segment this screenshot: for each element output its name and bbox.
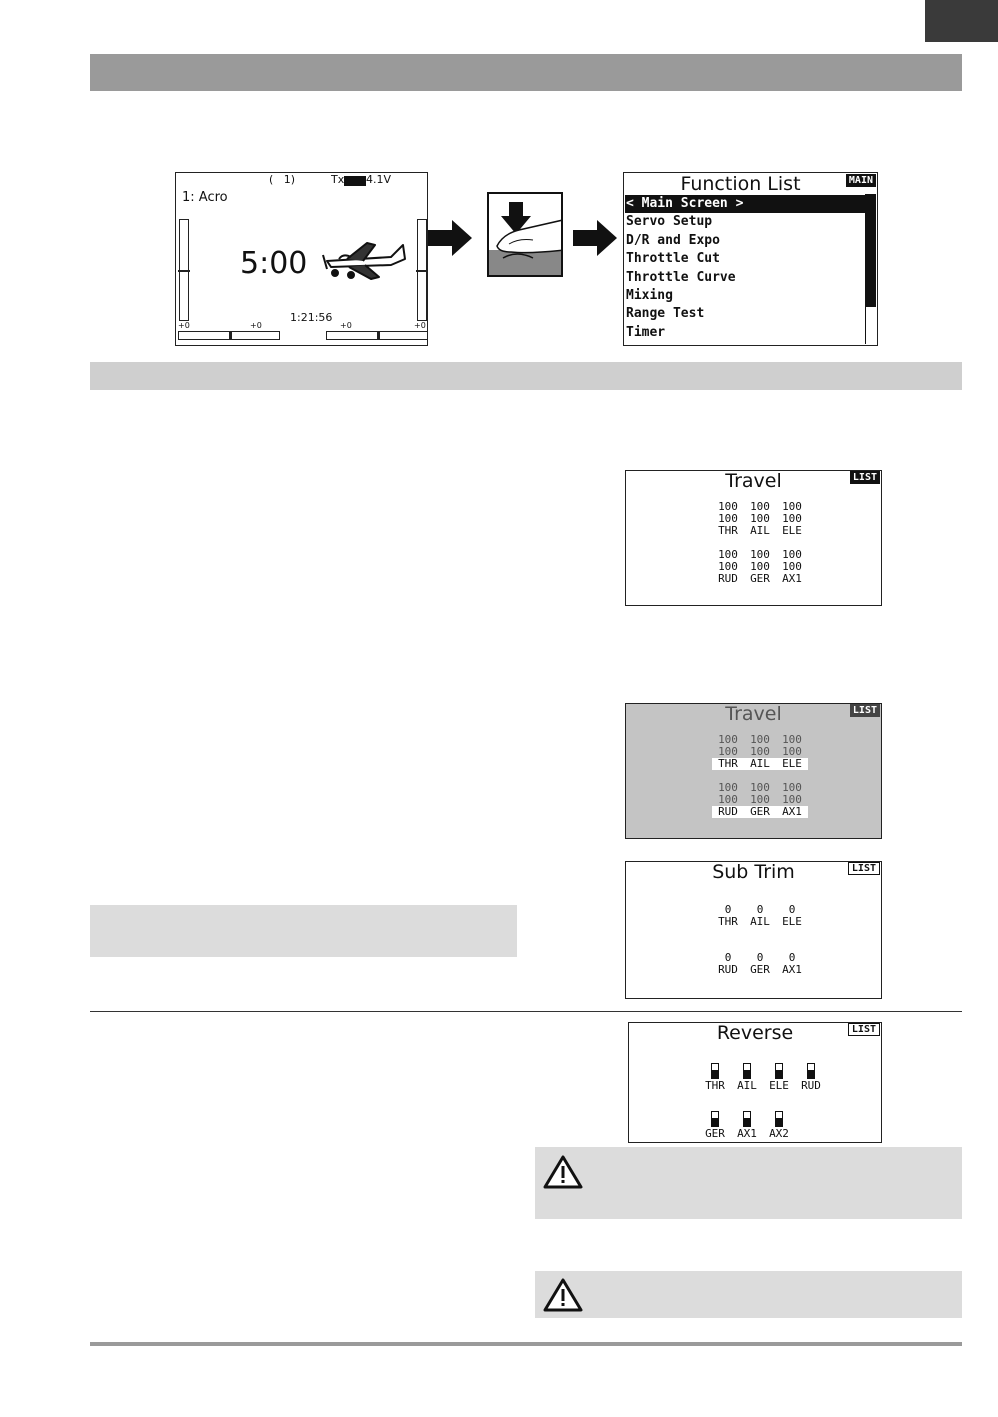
grid-cell: ELE [782,915,802,928]
grid-cell: 0 [756,903,764,916]
function-list-item[interactable]: D/R and Expo [626,232,720,248]
list-tag-subtrim: LIST [848,862,880,875]
grid-cell: THR [718,524,738,537]
grid-cell: 100 [782,781,802,794]
grid-row [712,758,808,770]
reverse-switch-icon [775,1063,783,1079]
scrollbar[interactable] [865,194,876,344]
reverse-channel-label: AIL [737,1079,757,1092]
travel-lcd [625,470,882,606]
grid-cell: 100 [750,512,770,525]
grid-cell: 100 [718,512,738,525]
trim-value-center-right: +0 [340,321,352,330]
grid-cell: 100 [782,733,802,746]
tx-label: Tx [331,173,345,186]
reverse-switch-icon [775,1111,783,1127]
battery-icon [344,176,366,186]
grid-row [712,525,808,537]
list-tag-selected: LIST [850,704,880,717]
function-list-item[interactable]: Throttle Curve [626,269,736,285]
grid-cell: 0 [756,951,764,964]
left-vertical-trim [179,219,189,321]
grid-cell: 100 [750,745,770,758]
grid-cell: 100 [718,548,738,561]
press-scroll-wheel-icon [487,192,563,277]
section-header-bar [90,54,962,91]
note-box [90,905,517,957]
footer-rule [90,1342,962,1346]
function-list-lcd [623,172,878,346]
grid-cell: 100 [782,745,802,758]
grid-cell[interactable]: AX1 [782,805,802,818]
reverse-switch-icon [743,1063,751,1079]
grid-cell: AX1 [782,963,802,976]
function-list-item[interactable]: Throttle Cut [626,251,720,267]
tx-voltage: 4.1V [366,173,392,186]
subtrim-lcd [625,861,882,999]
function-list-item[interactable]: Range Test [626,306,705,322]
trim-value-left: +0 [178,321,190,330]
travel-title: Travel [725,470,782,492]
grid-row [712,916,808,928]
reverse-channel-label: THR [705,1079,725,1092]
trim-value-right: +0 [414,321,426,330]
reverse-title: Reverse [716,1022,794,1044]
reverse-lcd [628,1022,882,1143]
reverse-switch-icon [743,1111,751,1127]
reverse-channel[interactable] [731,1111,763,1140]
warning-triangle-icon [543,1155,583,1189]
arrow-right-icon-2 [573,220,617,256]
grid-cell: 100 [718,733,738,746]
grid-cell: 100 [718,560,738,573]
list-tag: LIST [850,471,880,484]
arrow-right-icon [428,220,472,256]
subsection-header-bar [90,362,962,390]
list-tag-reverse: LIST [848,1023,880,1036]
grid-cell: THR [718,915,738,928]
scrollbar-thumb[interactable] [866,194,876,307]
travel-selected-lcd [625,703,882,839]
grid-row [712,964,808,976]
warning-box-1 [535,1147,962,1219]
grid-cell: ELE [782,524,802,537]
grid-row [712,806,808,818]
right-vertical-trim [417,219,427,321]
timer-bracket: ( 1) [269,173,296,186]
grid-cell[interactable]: AIL [750,757,770,770]
function-list-item[interactable]: < Main Screen > [625,195,866,213]
function-list-item[interactable]: Servo Setup [626,214,713,230]
grid-cell: 100 [718,781,738,794]
reverse-channel-label: RUD [801,1079,821,1092]
right-horizontal-trim [326,331,428,340]
reverse-channel[interactable] [699,1063,731,1092]
grid-cell: 100 [782,500,802,513]
grid-cell: 100 [750,793,770,806]
grid-cell: AIL [750,524,770,537]
reverse-channel[interactable] [763,1111,795,1140]
left-horizontal-trim [178,331,280,340]
subtrim-title: Sub Trim [712,861,795,883]
reverse-channel-label: AX1 [737,1127,757,1140]
warning-box-2 [535,1271,962,1318]
function-list-item[interactable]: Mixing [626,288,673,303]
grid-cell[interactable]: ELE [782,757,802,770]
grid-cell: RUD [718,572,738,585]
reverse-channel-label: ELE [769,1079,789,1092]
reverse-channel[interactable] [731,1063,763,1092]
grid-cell: 0 [724,903,732,916]
function-list-item[interactable]: Timer [626,324,666,340]
grid-cell: 100 [718,500,738,513]
grid-cell: RUD [718,963,738,976]
grid-cell: 100 [718,793,738,806]
trim-value-center-left: +0 [250,321,262,330]
grid-cell[interactable]: GER [750,805,770,818]
grid-cell: 0 [788,951,796,964]
reverse-channel-label: AX2 [769,1127,789,1140]
grid-cell: 100 [718,745,738,758]
grid-cell: GER [750,572,770,585]
airplane-icon [321,239,409,285]
travel-selected-title: Travel [725,703,782,725]
grid-cell: 100 [782,793,802,806]
grid-cell: 100 [782,548,802,561]
reverse-channel-label: GER [705,1127,725,1140]
reverse-channel[interactable] [795,1063,827,1092]
function-list-title: Function List [680,173,801,195]
grid-cell[interactable]: THR [718,757,738,770]
section-divider [90,1011,962,1012]
reverse-switch-icon [711,1111,719,1127]
grid-cell: 0 [724,951,732,964]
grid-cell: 100 [782,560,802,573]
reverse-channel[interactable] [699,1111,731,1140]
model-name: 1: Acro [182,190,228,205]
warning-triangle-icon-2 [543,1278,583,1312]
grid-cell: 100 [782,512,802,525]
grid-cell: 100 [750,560,770,573]
grid-cell: 100 [750,548,770,561]
grid-cell: AX1 [782,572,802,585]
reverse-switch-icon [711,1063,719,1079]
main-screen-lcd [175,172,428,346]
reverse-channel[interactable] [763,1063,795,1092]
grid-cell: 0 [788,903,796,916]
grid-cell[interactable]: RUD [718,805,738,818]
grid-cell: GER [750,963,770,976]
grid-cell: 100 [750,781,770,794]
grid-row [712,573,808,585]
grid-cell: 100 [750,500,770,513]
main-tag: MAIN [846,174,876,187]
main-timer: 5:00 [240,246,308,281]
elapsed-time: 1:21:56 [290,311,333,324]
page-corner-tab [925,0,998,42]
reverse-switch-icon [807,1063,815,1079]
grid-cell: 100 [750,733,770,746]
grid-cell: AIL [750,915,770,928]
